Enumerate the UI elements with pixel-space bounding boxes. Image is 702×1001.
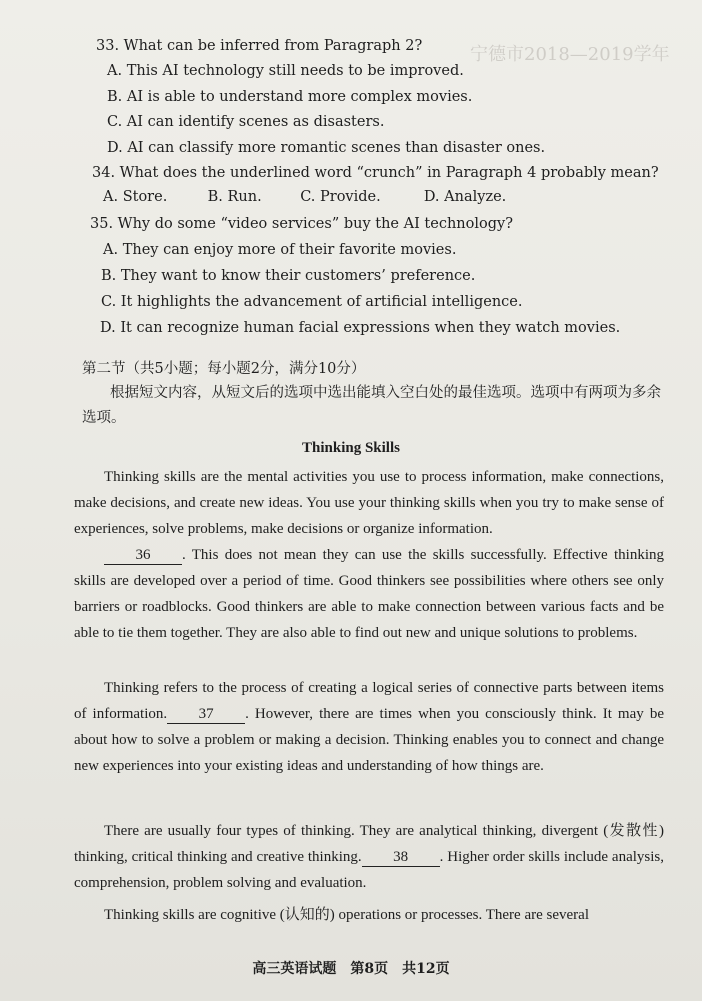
paragraph-4-text-a: There are usually four types of thinking. They are analytical thinking, divergent (发散性) thinking, critical thinking and creative thinking. <box>74 823 664 865</box>
passage-paragraph-2 <box>74 542 664 646</box>
blank-37[interactable]: 37 <box>167 705 245 724</box>
question-34: 34. What does the underlined word “crunch” in Paragraph 4 probably mean? <box>92 165 659 181</box>
q33-option-b: B. AI is able to understand more complex movies. <box>107 89 473 105</box>
q33-option-a: A. This AI technology still needs to be improved. <box>107 63 464 79</box>
blank-38[interactable]: 38 <box>362 848 440 867</box>
paragraph-3-text-b: . However, there are times when you consciously think. It may be about how to solve a problem or making a decision. Thinking enables you to connect and change new experiences into your existing ideas and understanding of how things are. <box>74 706 664 774</box>
q35-option-c: C. It highlights the advancement of artificial intelligence. <box>101 294 523 310</box>
passage-paragraph-5 <box>74 902 664 928</box>
question-33: 33. What can be inferred from Paragraph 2? <box>96 38 423 54</box>
q34-options <box>103 189 506 205</box>
q35-option-b: B. They want to know their customers’ preference. <box>101 268 476 284</box>
paragraph-5-text: Thinking skills are cognitive (认知的) operations or processes. There are several <box>104 907 589 923</box>
paragraph-2-text: . This does not mean they can use the skills successfully. Effective thinking skills are developed over a period of time. Good thinkers see possibilities where others see only barriers or roadblocks. Good thinkers are able to make connection between various facts and be able to tie them together. They are also able to find out new and unique solutions to problems. <box>74 547 664 641</box>
passage-paragraph-4 <box>74 818 664 896</box>
bleed-through-header: 宁德市2018—2019学年 <box>470 44 670 65</box>
q33-option-d: D. AI can classify more romantic scenes than disaster ones. <box>107 140 546 156</box>
q35-option-d: D. It can recognize human facial expressions when they watch movies. <box>100 320 621 336</box>
paragraph-4-text-b: . Higher order skills include analysis, comprehension, problem solving and evaluation. <box>74 849 664 891</box>
blank-36[interactable]: 36 <box>104 546 182 565</box>
passage-paragraph-3 <box>74 675 664 779</box>
question-35: 35. Why do some “video services” buy the AI technology? <box>90 216 513 232</box>
q34-option-a: A. Store. <box>103 189 168 205</box>
section-heading: 第二节（共5小题；每小题2分，满分10分） <box>82 361 366 377</box>
section-instructions: 根据短文内容，从短文后的选项中选出能填入空白处的最佳选项。选项中有两项为多余选项。 <box>82 385 661 426</box>
q34-option-c: C. Provide. <box>300 189 381 205</box>
page-footer: 高三英语试题 第8页 共12页 <box>252 961 450 977</box>
passage-paragraph-1 <box>74 464 664 542</box>
q34-option-d: D. Analyze. <box>423 189 507 205</box>
passage-title: Thinking Skills <box>302 440 400 456</box>
paragraph-1-text: Thinking skills are the mental activities you use to process information, make connections, make decisions, and create new ideas. You use your thinking skills when you try to make sense of experiences, solve problems, make decisions or organize information. <box>74 469 664 537</box>
q34-option-b: B. Run. <box>207 189 262 205</box>
q35-option-a: A. They can enjoy more of their favorite movies. <box>103 242 457 258</box>
q33-option-c: C. AI can identify scenes as disasters. <box>107 114 385 130</box>
paragraph-3-text-a: Thinking refers to the process of creating a logical series of connective parts between items of information. <box>74 680 664 722</box>
